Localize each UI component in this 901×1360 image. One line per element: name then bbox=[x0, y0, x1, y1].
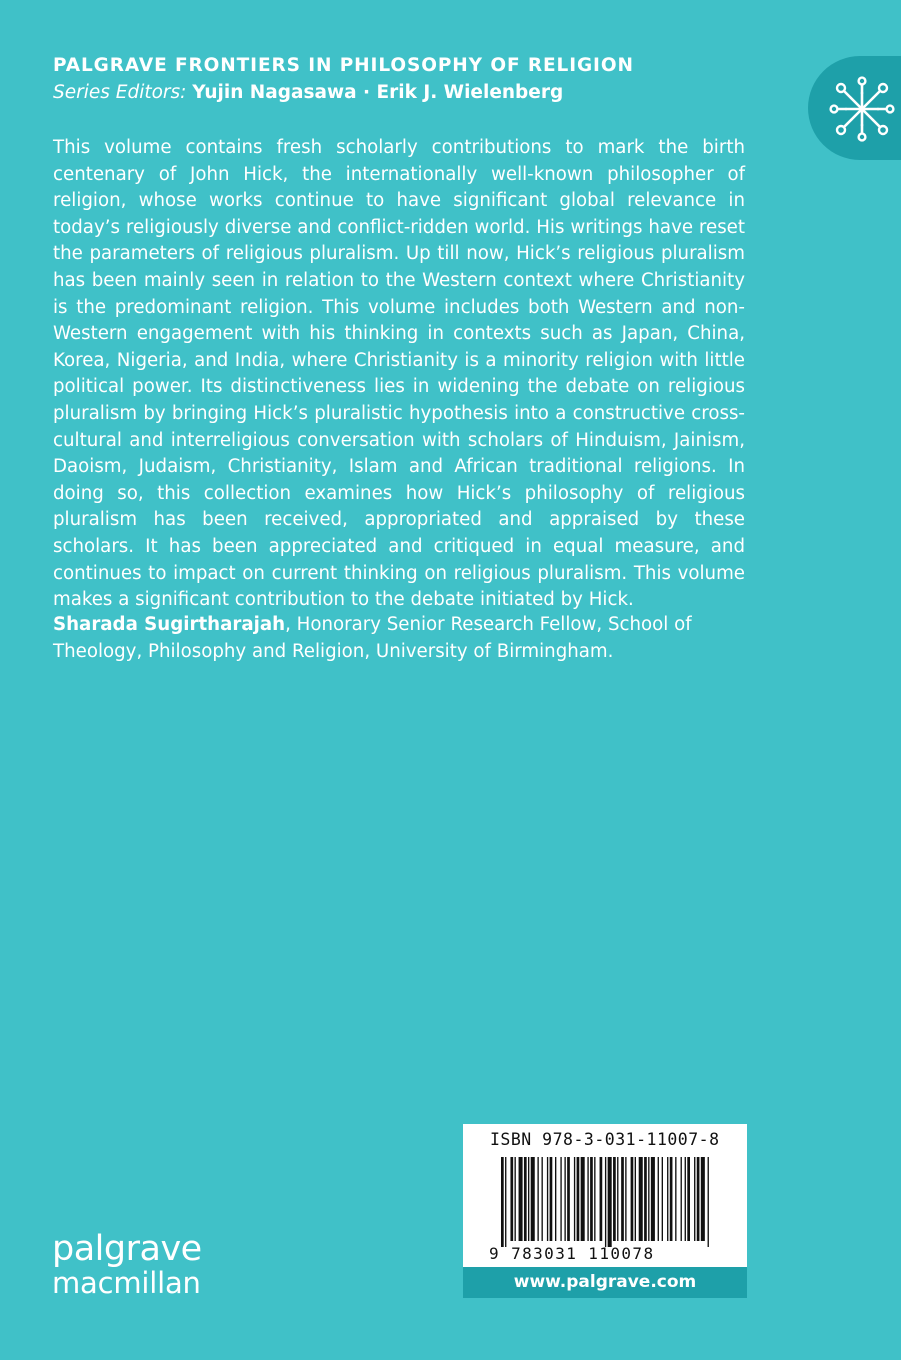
isbn-text: ISBN 978-3-031-11007-8 bbox=[490, 1130, 720, 1149]
barcode-bar bbox=[515, 1157, 516, 1241]
barcode-bar bbox=[685, 1157, 686, 1241]
barcode-bar bbox=[667, 1157, 668, 1241]
barcode-bar bbox=[605, 1157, 606, 1247]
reviewer-credit bbox=[53, 612, 753, 665]
barcode-bar bbox=[524, 1157, 527, 1241]
reviewer-affiliation: , Honorary Senior Research Fellow, School of Theology, Philosophy and Religion, University of Birmingham. bbox=[53, 614, 692, 662]
barcode-bar bbox=[608, 1157, 612, 1247]
barcode-bar bbox=[547, 1157, 548, 1241]
barcode-bar bbox=[501, 1157, 504, 1247]
description-blurb: This volume contains fresh scholarly contributions to mark the birth centenary of John Hick, the internationally well-known philosopher of religion, whose works continue to have significant global relevance in today’s religiously diverse and conflict-ridden world. His writings have reset the parameters of religious pluralism. Up till now, Hick’s religious pluralism has been mainly seen in relation to the Western context where Christianity is the predominant religion. This volume includes both Western and non-Western engagement with his thinking in contexts such as Japan, China, Korea, Nigeria, and India, where Christianity is a minority religion with little political power. Its distinctiveness lies in widening the debate on religious pluralism by bringing Hick’s pluralistic hypothesis into a constructive cross-cultural and interreligious conversation with scholars of Hinduism, Jainism, Daoism, Judaism, Christianity, Islam and African traditional religions. In doing so, this collection examines how Hick’s philosophy of religious pluralism has been received, appropriated and appraised by these scholars. It has been appreciated and critiqued in equal measure, and continues to impact on current thinking on religious pluralism. This volume makes a significant contribution to the debate initiated by Hick. bbox=[53, 137, 745, 611]
palgrave-network-icon bbox=[824, 71, 900, 147]
barcode-bar bbox=[617, 1157, 618, 1241]
publisher-brand-line2: macmillan bbox=[52, 1266, 201, 1300]
barcode-bar bbox=[675, 1157, 676, 1241]
barcode-bar bbox=[648, 1157, 649, 1241]
barcode-bar bbox=[639, 1157, 643, 1241]
publisher-logo bbox=[52, 1229, 202, 1300]
barcode-bar bbox=[590, 1157, 593, 1241]
barcode-bar bbox=[600, 1157, 603, 1241]
barcode-bar bbox=[651, 1157, 655, 1241]
barcode-bar bbox=[577, 1157, 580, 1241]
barcode-bar bbox=[574, 1157, 575, 1241]
barcode-bar bbox=[550, 1157, 553, 1241]
barcode-bar bbox=[564, 1157, 565, 1241]
barcode-bar bbox=[560, 1157, 561, 1241]
barcode-bar bbox=[594, 1157, 595, 1241]
barcode-bar bbox=[635, 1157, 636, 1241]
barcode-bar bbox=[567, 1157, 570, 1241]
barcode-bar bbox=[701, 1157, 705, 1241]
publisher-url: www.palgrave.com bbox=[463, 1267, 747, 1298]
barcode-bar bbox=[555, 1157, 556, 1241]
publisher-brand-line1: palgrave bbox=[52, 1229, 202, 1269]
barcode-bar bbox=[631, 1157, 634, 1241]
barcode-bar bbox=[658, 1157, 659, 1241]
barcode-bar bbox=[531, 1157, 535, 1241]
barcode-bar bbox=[687, 1157, 690, 1241]
barcode-bar bbox=[697, 1157, 700, 1241]
series-editors-names: Yujin Nagasawa · Erik J. Wielenberg bbox=[192, 82, 564, 103]
palgrave-logo-tab bbox=[808, 56, 901, 160]
barcode-bar bbox=[537, 1157, 538, 1241]
barcode-bar bbox=[528, 1157, 529, 1241]
barcode-bar bbox=[621, 1157, 624, 1241]
barcode-bar bbox=[644, 1157, 647, 1241]
barcode-bar bbox=[662, 1157, 663, 1241]
barcode-bar bbox=[542, 1157, 543, 1241]
barcode-bar bbox=[505, 1157, 506, 1247]
isbn-barcode bbox=[463, 1124, 747, 1267]
barcode-bar bbox=[510, 1157, 513, 1241]
reviewer-name: Sharada Sugirtharajah bbox=[53, 614, 286, 635]
barcode-bar bbox=[625, 1157, 626, 1241]
series-title: PALGRAVE FRONTIERS IN PHILOSOPHY OF RELIGION bbox=[53, 55, 634, 76]
barcode-digits: 9 783031 110078 bbox=[489, 1244, 655, 1263]
series-editors bbox=[53, 82, 563, 103]
barcode-bar bbox=[670, 1157, 673, 1241]
barcode-bar bbox=[708, 1157, 709, 1247]
barcode-bar bbox=[613, 1157, 616, 1241]
barcode-bar bbox=[694, 1157, 695, 1241]
barcode-bar bbox=[681, 1157, 682, 1241]
series-editors-label: Series Editors: bbox=[53, 82, 187, 103]
barcode-bar bbox=[519, 1157, 523, 1241]
barcode-bar bbox=[587, 1157, 588, 1241]
barcode-bar bbox=[581, 1157, 585, 1241]
